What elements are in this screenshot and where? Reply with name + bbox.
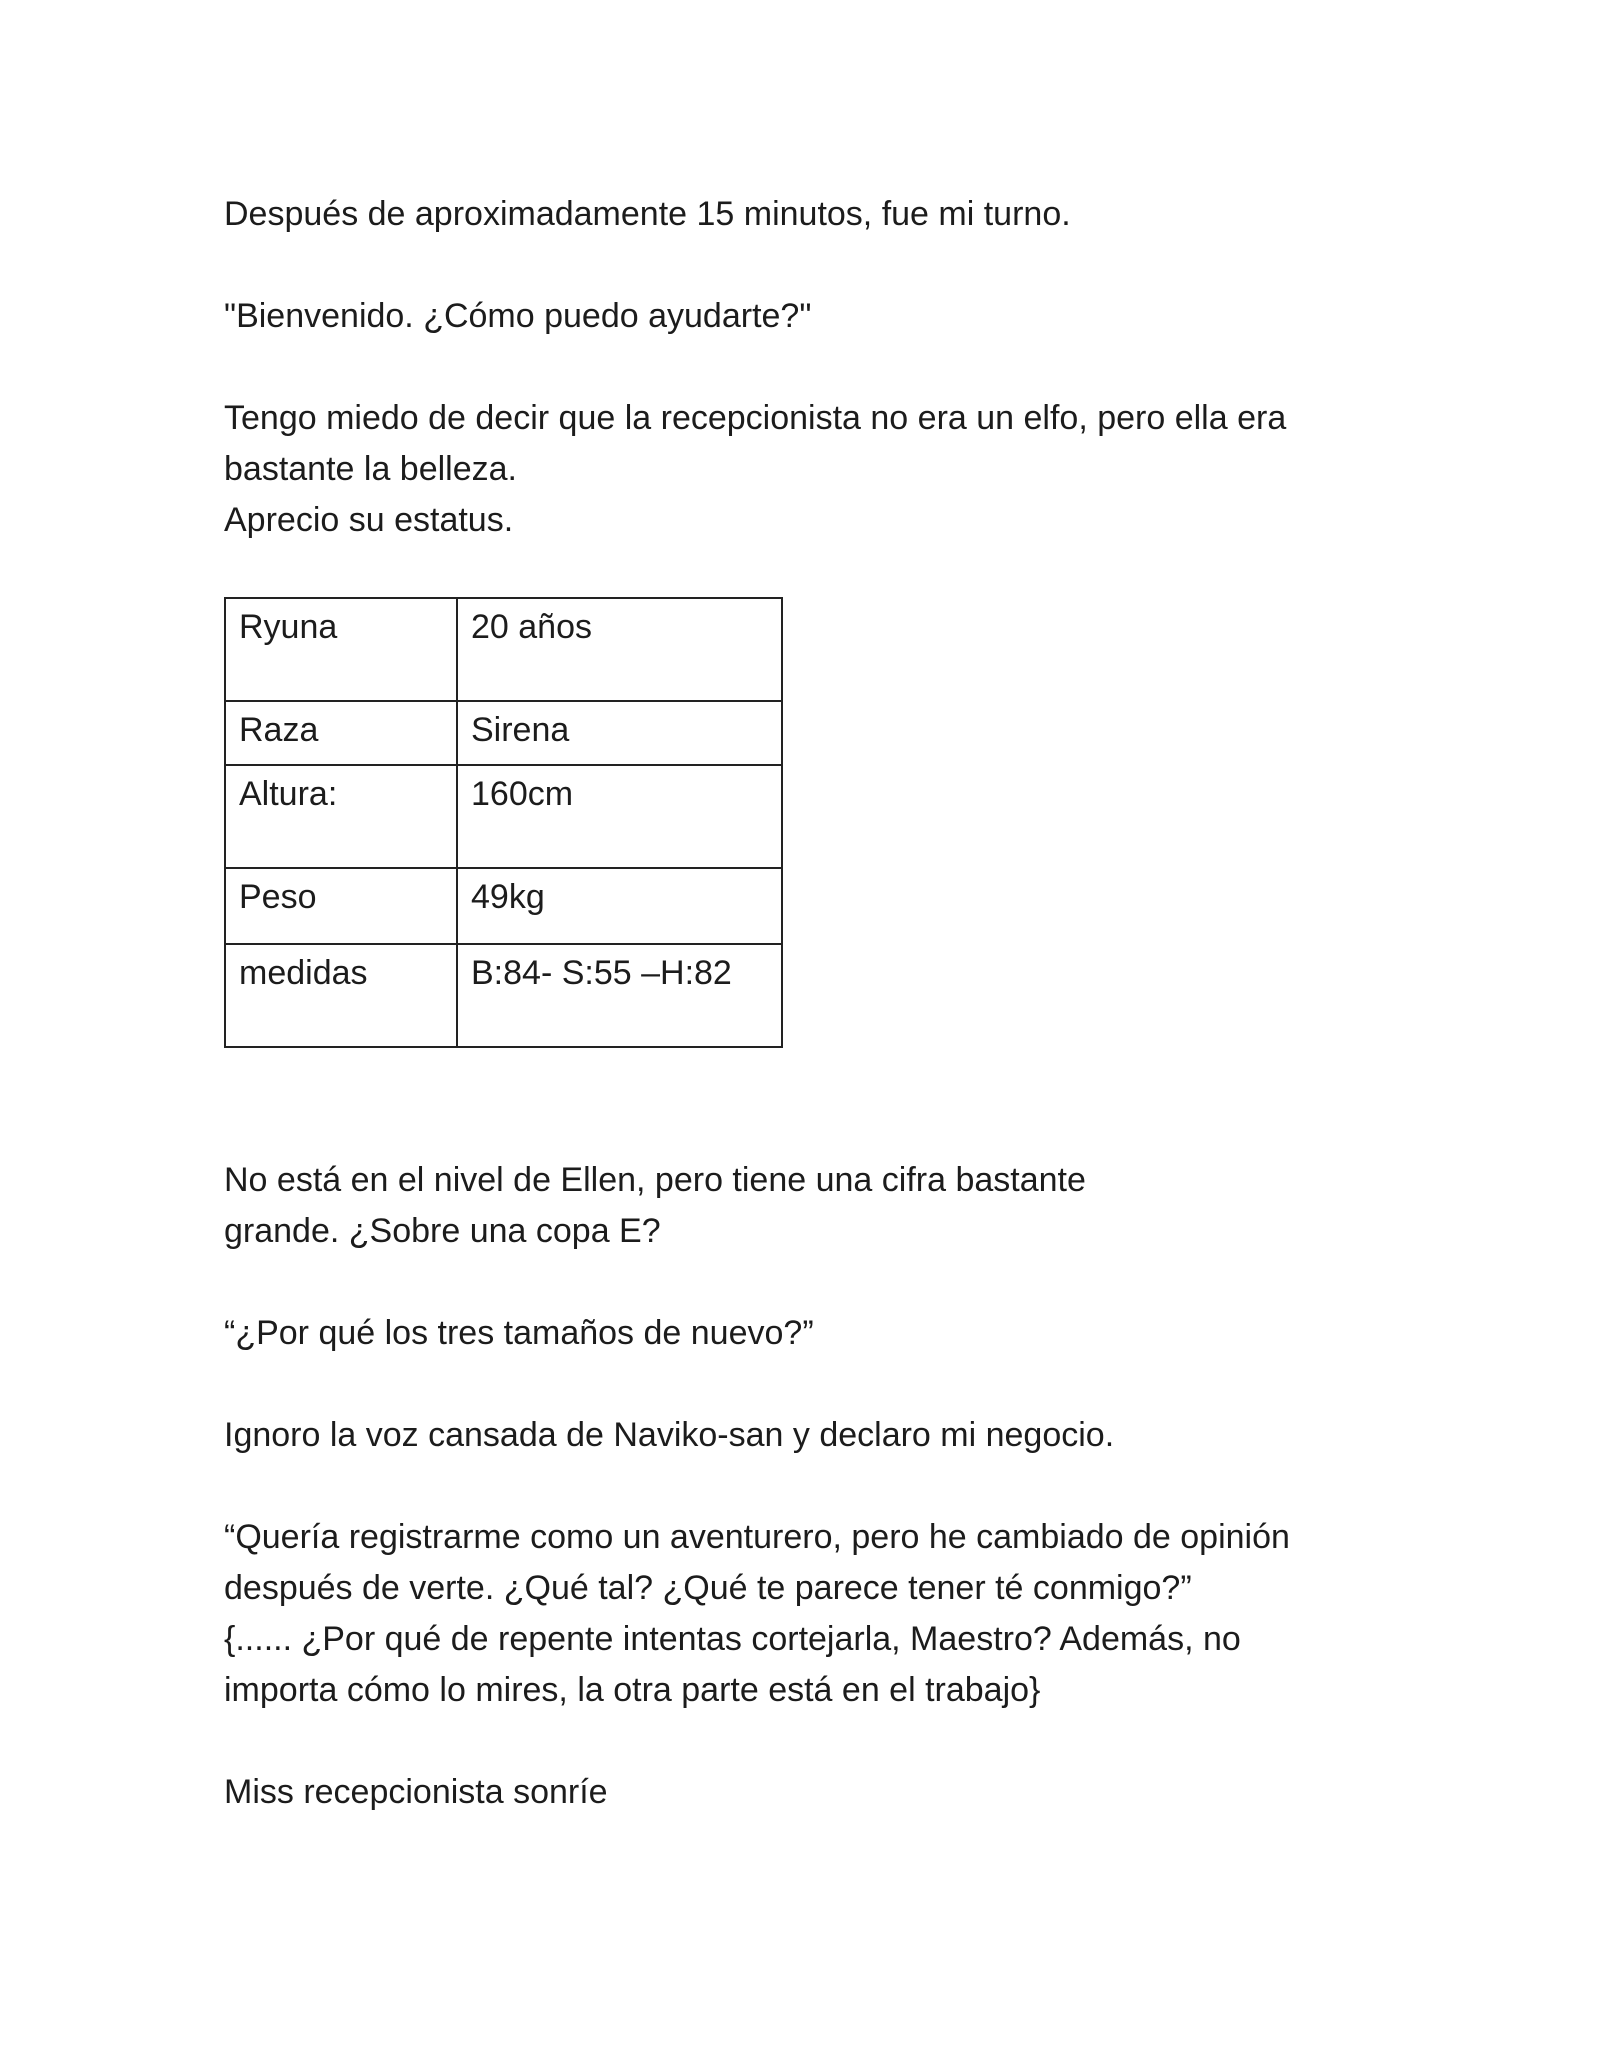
paragraph-receptionist-line-3: Aprecio su estatus. bbox=[224, 501, 514, 539]
table-row bbox=[225, 701, 782, 765]
status-label-measurements: medidas bbox=[225, 944, 457, 1047]
paragraph-business: Ignoro la voz cansada de Naviko-san y declaro mi negocio. bbox=[224, 1416, 1115, 1454]
table-row bbox=[225, 598, 782, 701]
paragraph-turn: Después de aproximadamente 15 minutos, fue mi turno. bbox=[224, 195, 1071, 233]
table-row bbox=[225, 944, 782, 1047]
table-row bbox=[225, 765, 782, 868]
paragraph-smile: Miss recepcionista sonríe bbox=[224, 1773, 608, 1811]
status-value-race: Sirena bbox=[457, 701, 782, 765]
paragraph-registration-line-2: después de verte. ¿Qué tal? ¿Qué te parece tener té conmigo?” bbox=[224, 1569, 1192, 1607]
paragraph-registration-line-4: importa cómo lo mires, la otra parte está en el trabajo} bbox=[224, 1671, 1041, 1709]
paragraph-receptionist-line-1: Tengo miedo de decir que la recepcionista no era un elfo, pero ella era bbox=[224, 399, 1287, 437]
paragraph-registration-line-3: {...... ¿Por qué de repente intentas cortejarla, Maestro? Además, no bbox=[224, 1620, 1241, 1658]
status-label-height: Altura: bbox=[225, 765, 457, 868]
status-value-measurements: B:84- S:55 –H:82 bbox=[457, 944, 782, 1047]
status-table bbox=[224, 597, 783, 1048]
paragraph-figure-line-1: No está en el nivel de Ellen, pero tiene una cifra bastante bbox=[224, 1161, 1086, 1199]
status-label-race: Raza bbox=[225, 701, 457, 765]
paragraph-receptionist-line-2: bastante la belleza. bbox=[224, 450, 517, 488]
table-row bbox=[225, 868, 782, 944]
paragraph-figure-line-2: grande. ¿Sobre una copa E? bbox=[224, 1212, 661, 1250]
paragraph-greeting: "Bienvenido. ¿Cómo puedo ayudarte?" bbox=[224, 297, 812, 335]
paragraph-registration-line-1: “Quería registrarme como un aventurero, pero he cambiado de opinión bbox=[224, 1518, 1290, 1556]
status-value-weight: 49kg bbox=[457, 868, 782, 944]
status-value-height: 160cm bbox=[457, 765, 782, 868]
status-label-name: Ryuna bbox=[225, 598, 457, 701]
paragraph-three-sizes: “¿Por qué los tres tamaños de nuevo?” bbox=[224, 1314, 814, 1352]
status-value-age: 20 años bbox=[457, 598, 782, 701]
status-label-weight: Peso bbox=[225, 868, 457, 944]
